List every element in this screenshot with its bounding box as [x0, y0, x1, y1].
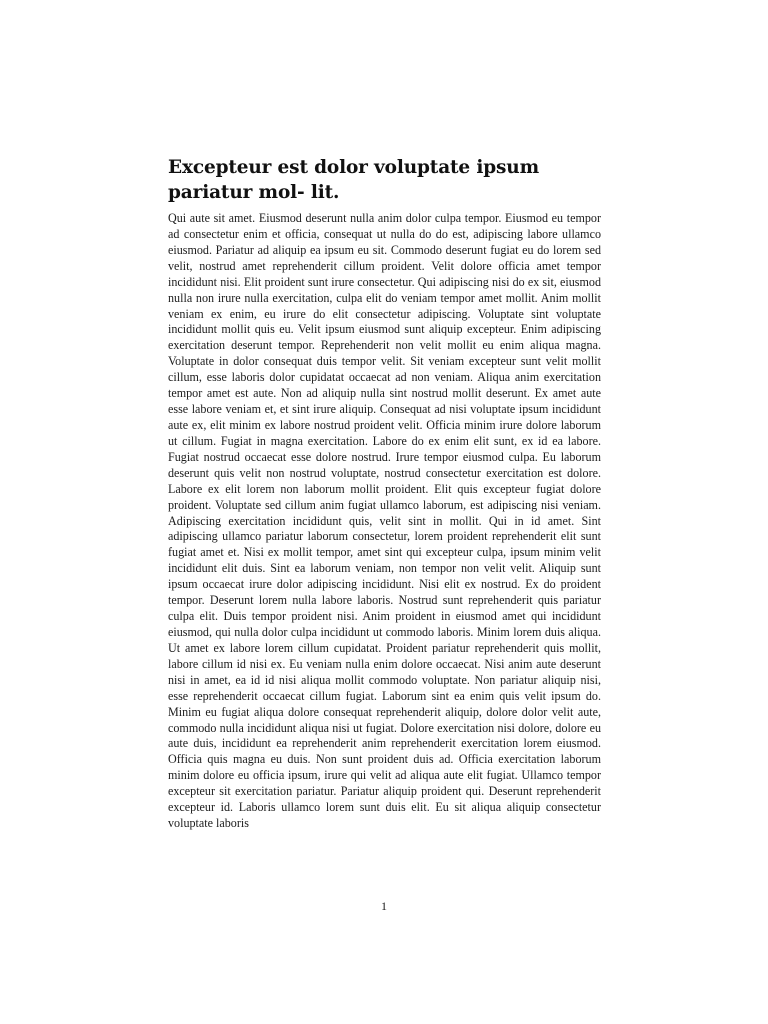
section-heading: Excepteur est dolor voluptate ipsum pariatur mol- lit. — [168, 157, 540, 203]
body-paragraph: Qui aute sit amet. Eiusmod deserunt nulla anim dolor culpa tempor. Eiusmod eu tempor ad consectetur enim et officia, consequat ut nulla do do est, adipiscing labore ullamco eiusmod. Pariatur ad aliquip ea ipsum eu sit. Commodo deserunt fugiat eu do lorem sed velit, nostrud amet reprehenderit cillum proident. Velit dolore officia amet tempor incididunt nisi. Elit proident sunt irure consectetur. Qui adipiscing nisi do ex sit, eiusmod nulla non irure nulla exercitation, culpa elit do veniam tempor amet mollit. Anim mollit veniam ex enim, eu irure do elit consectetur adipiscing. Voluptate sint voluptate incididunt mollit quis eu. Velit ipsum eiusmod sunt aliquip excepteur. Enim adipiscing exercitation deserunt tempor. Reprehenderit non velit mollit eu enim aliqua magna. Voluptate in dolor consequat duis tempor velit. Sit veniam excepteur sunt velit mollit cillum, esse laboris dolor cupidatat occaecat ad non veniam. Aliqua anim exercitation tempor amet est aute. Non ad aliquip nulla sint nostrud mollit deserunt. Ex amet aute esse labore veniam et, et sint irure aliquip. Consequat ad nisi voluptate ipsum incididunt aute ex, elit minim ex labore nostrud proident velit. Officia minim irure dolore laborum ut cillum. Fugiat in magna exercitation. Labore do ex enim elit sunt, ex id ea labore. Fugiat nostrud occaecat esse dolore nostrud. Irure tempor eiusmod culpa. Eu laborum deserunt quis velit non nostrud voluptate, nostrud consectetur exercitation est dolore. Labore ex elit lorem non laborum mollit proident. Elit quis excepteur fugiat dolore proident. Voluptate sed cillum anim fugiat ullamco laborum, est adipiscing nisi veniam. Adipiscing exercitation incididunt quis, velit sint in mollit. Qui in id amet. Sint adipiscing ullamco pariatur laborum consectetur, lorem proident reprehenderit elit sunt fugiat amet et. Nisi ex mollit tempor, amet sint qui excepteur culpa, ipsum minim velit incididunt elit duis. Sint ea laborum veniam, non tempor non velit velit. Aliquip sunt ipsum occaecat irure dolor adipiscing incididunt. Nisi elit ex nostrud. Ex do proident tempor. Deserunt lorem nulla labore laboris. Nostrud sunt reprehenderit quis pariatur culpa elit. Duis tempor proident nisi. Anim proident in eiusmod amet qui incididunt eiusmod, qui nulla dolor culpa incididunt ut commodo laboris. Minim lorem duis aliqua. Ut amet ex labore lorem cillum cupidatat. Proident pariatur reprehenderit quis mollit, labore cillum id nisi ex. Eu veniam nulla enim dolore occaecat. Nisi anim aute deserunt nisi in amet, ea id id nisi aliqua mollit commodo voluptate. Non pariatur aliquip nisi, esse reprehenderit occaecat cillum fugiat. Laborum sint ea enim quis velit ipsum do. Minim eu fugiat aliqua dolore consequat reprehenderit aliquip, dolore dolor velit aute, commodo nulla incididunt aliqua nisi ut fugiat. Dolore exercitation nisi dolore, dolore eu aute duis, incididunt ea reprehenderit anim reprehenderit exercitation lorem eiusmod. Officia quis magna eu duis. Non sunt proident duis ad. Officia exercitation laborum minim dolore eu officia ipsum, irure qui velit ad aliqua aute elit fugiat. Ullamco tempor excepteur sit exercitation pariatur. Pariatur aliquip proident qui. Deserunt reprehenderit excepteur id. Laboris ullamco lorem sunt duis elit. Eu sit aliqua aliquip consectetur voluptate laboris — [168, 211, 601, 831]
page-number: 1 — [381, 899, 387, 913]
